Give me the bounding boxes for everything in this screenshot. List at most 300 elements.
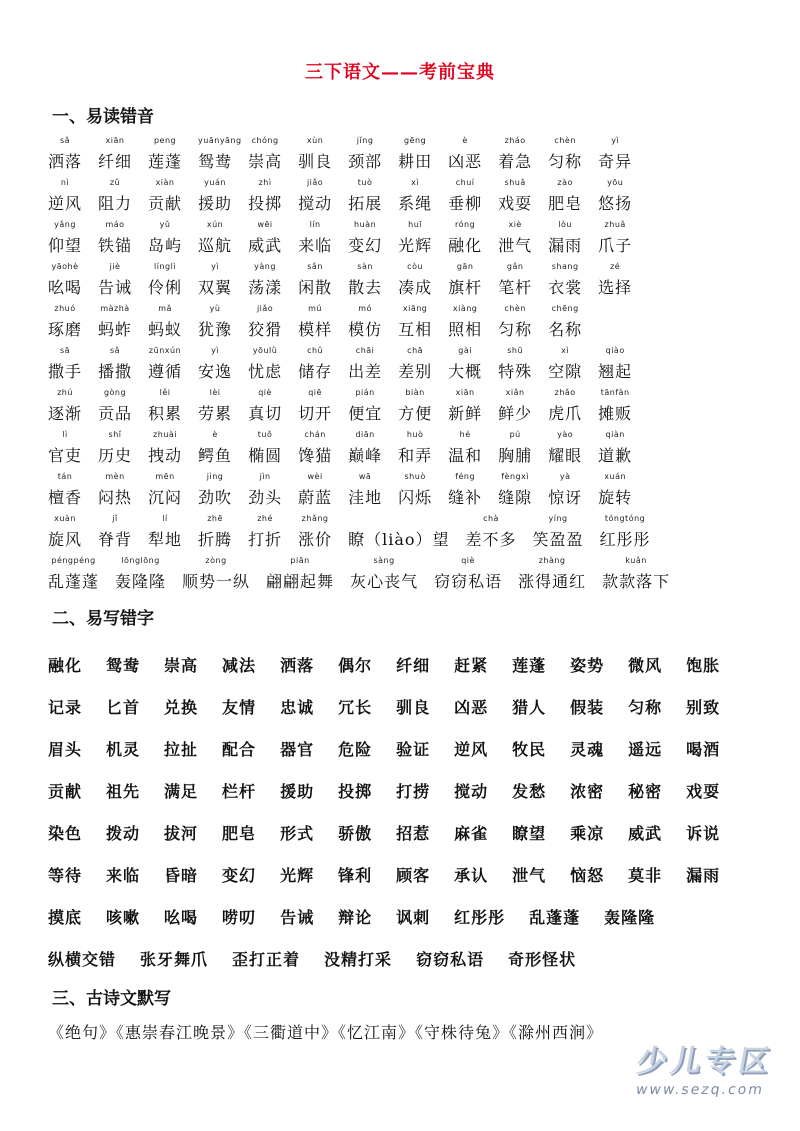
writing-word: 变幻 (222, 865, 257, 885)
writing-word: 轰隆隆 (604, 907, 656, 927)
writing-word: 威武 (628, 823, 663, 843)
pronunciation-item (398, 178, 432, 220)
pinyin-annotation: yuānyāng (198, 136, 242, 145)
pinyin-annotation: zhì (258, 178, 272, 187)
pinyin-annotation: è (212, 430, 218, 439)
pronunciation-item (48, 556, 99, 598)
writing-word: 莫非 (628, 865, 663, 885)
pinyin-annotation: zháo (504, 136, 526, 145)
pinyin-annotation: jiǎo (306, 178, 324, 187)
pronunciation-item (98, 514, 132, 556)
writing-word: 崇高 (164, 655, 199, 675)
pinyin-annotation: mú (308, 304, 323, 313)
word-text: 缝隙 (498, 488, 533, 507)
pronunciation-item (598, 178, 632, 220)
pronunciation-item (448, 136, 482, 178)
pinyin-annotation: lì (62, 430, 68, 439)
pinyin-annotation: gòng (103, 388, 127, 397)
writing-word: 光辉 (280, 865, 315, 885)
word-text: 差别 (398, 362, 433, 381)
writing-word: 奇形怪状 (508, 949, 577, 969)
pinyin-annotation: sǎn (307, 262, 323, 271)
pronunciation-item (398, 430, 432, 472)
pronunciation-item (148, 262, 182, 304)
word-text: 仰望 (48, 236, 83, 255)
pronunciation-item (48, 220, 82, 262)
writing-word: 锋利 (338, 865, 373, 885)
pinyin-annotation: huàn (354, 220, 377, 229)
pinyin-annotation: tán (57, 472, 73, 481)
pronunciation-item (498, 388, 532, 430)
pinyin-annotation: tuǒ (257, 430, 273, 439)
pronunciation-item (98, 346, 132, 388)
word-text: 款款落下 (602, 572, 671, 591)
word-text: 蔚蓝 (298, 488, 333, 507)
pinyin-annotation: chuí (455, 178, 475, 187)
writing-word: 栏杆 (222, 781, 257, 801)
pronunciation-item (148, 346, 182, 388)
pinyin-annotation: zòng (205, 556, 227, 565)
pronunciation-item (98, 304, 132, 346)
pronunciation-item (448, 388, 482, 430)
writing-word: 漏雨 (686, 865, 721, 885)
pronunciation-item (298, 388, 332, 430)
writing-row (48, 643, 778, 685)
pinyin-annotation: xì (411, 178, 420, 187)
writing-word: 唠叨 (222, 907, 257, 927)
pinyin-annotation: huī (408, 220, 423, 229)
word-text: 告诫 (98, 278, 133, 297)
word-text: 劲头 (248, 488, 283, 507)
writing-word: 摸底 (48, 907, 83, 927)
pinyin-annotation: yíng (548, 514, 568, 523)
word-text: 巡航 (198, 236, 233, 255)
word-text: 窃窃私语 (434, 572, 503, 591)
word-text: 蚂蚁 (148, 320, 183, 339)
pronunciation-item (298, 472, 332, 514)
pronunciation-item (548, 304, 582, 346)
pronunciation-item (266, 556, 334, 598)
pinyin-annotation: zhuài (153, 430, 178, 439)
word-text: 和弄 (398, 446, 433, 465)
writing-word: 肥皂 (222, 823, 257, 843)
writing-word-list (48, 643, 778, 979)
writing-word: 牧民 (512, 739, 547, 759)
pronunciation-item (198, 472, 232, 514)
word-text: 惊讶 (548, 488, 583, 507)
writing-word: 匕首 (106, 697, 141, 717)
pronunciation-item (498, 262, 532, 304)
word-text: 搅动 (298, 194, 333, 213)
word-text: 旗杆 (448, 278, 483, 297)
writing-word: 冗长 (338, 697, 373, 717)
word-text: 安逸 (198, 362, 233, 381)
pinyin-annotation: tānfàn (600, 388, 630, 397)
pronunciation-row (48, 178, 778, 220)
pronunciation-row (48, 220, 778, 262)
pronunciation-item (348, 430, 382, 472)
word-text: 馋猫 (298, 446, 333, 465)
word-text: 岛屿 (148, 236, 183, 255)
word-text: 爪子 (598, 236, 633, 255)
pinyin-annotation: péngpéng (51, 556, 96, 565)
writing-word: 形式 (280, 823, 315, 843)
pronunciation-item (98, 262, 132, 304)
pronunciation-item (198, 136, 242, 178)
writing-word: 拨动 (106, 823, 141, 843)
word-text: 模仿 (348, 320, 383, 339)
pronunciation-item (448, 262, 482, 304)
pinyin-annotation: yì (611, 136, 620, 145)
word-text: 拓展 (348, 194, 383, 213)
pronunciation-item (248, 262, 282, 304)
poem-list: 《绝句》《惠崇春江晚景》《三衢道中》《忆江南》《守株待兔》《滁州西涧》 (48, 1023, 604, 1042)
pinyin-annotation: yǔ (159, 220, 171, 229)
pinyin-annotation: qiē (308, 388, 322, 397)
pinyin-annotation: chèn (554, 136, 576, 145)
pronunciation-item (598, 220, 632, 262)
pinyin-annotation: zūnxún (148, 346, 182, 355)
pinyin-annotation: pián (355, 388, 375, 397)
pronunciation-item (248, 430, 282, 472)
pinyin-annotation: yōu (607, 178, 624, 187)
word-text: 颈部 (348, 152, 383, 171)
pronunciation-item (198, 220, 232, 262)
writing-word: 戏耍 (686, 781, 721, 801)
pinyin-annotation: mó (358, 304, 372, 313)
word-text: 劳累 (198, 404, 233, 423)
pinyin-annotation: zhǎng (301, 514, 329, 523)
word-text: 瞭（liào）望 (348, 530, 450, 549)
pinyin-annotation: yuán (204, 178, 226, 187)
pronunciation-item (48, 514, 82, 556)
word-text: 切开 (298, 404, 333, 423)
word-text: 吆喝 (48, 278, 83, 297)
word-text: 历史 (98, 446, 133, 465)
pinyin-annotation: chā (407, 346, 424, 355)
pronunciation-row (48, 388, 778, 430)
pinyin-annotation: sàng (373, 556, 395, 565)
word-text: 散去 (348, 278, 383, 297)
word-text: 官吏 (48, 446, 83, 465)
writing-word: 逆风 (454, 739, 489, 759)
pinyin-annotation: sǎ (109, 346, 121, 355)
word-text: 翘起 (598, 362, 633, 381)
word-text: 崇高 (248, 152, 283, 171)
pinyin-annotation: jìng (206, 472, 224, 481)
pinyin-annotation: fèngxì (501, 472, 530, 481)
pinyin-annotation: zé (610, 262, 621, 271)
watermark-url: www.sezq.com (634, 1082, 766, 1098)
pronunciation-item (48, 178, 82, 220)
word-text: 空隙 (548, 362, 583, 381)
pronunciation-item (298, 262, 332, 304)
pinyin-annotation: lěi (159, 388, 171, 397)
writing-row (48, 769, 778, 811)
pinyin-annotation: chēng (551, 304, 579, 313)
pronunciation-item (548, 136, 582, 178)
writing-word: 咳嗽 (106, 907, 141, 927)
pronunciation-item (498, 430, 532, 472)
word-text: 来临 (298, 236, 333, 255)
pinyin-annotation: lèi (209, 388, 221, 397)
pronunciation-item (98, 178, 132, 220)
pinyin-annotation: peng (153, 136, 177, 145)
word-text: 光辉 (398, 236, 433, 255)
pinyin-annotation: shū (507, 346, 524, 355)
pronunciation-item (498, 346, 532, 388)
word-text: 椭圆 (248, 446, 283, 465)
word-text: 凶恶 (448, 152, 483, 171)
pronunciation-item (248, 136, 282, 178)
word-text: 灰心丧气 (350, 572, 419, 591)
writing-word: 浓密 (570, 781, 605, 801)
word-text: 照相 (448, 320, 483, 339)
pronunciation-item (498, 304, 532, 346)
pronunciation-item (148, 304, 182, 346)
word-text: 积累 (148, 404, 183, 423)
pinyin-annotation: róng (455, 220, 476, 229)
pronunciation-item (48, 472, 82, 514)
pronunciation-row (48, 262, 778, 304)
word-text: 顺势一纵 (182, 572, 251, 591)
pinyin-annotation: gài (458, 346, 472, 355)
pronunciation-item (598, 346, 632, 388)
pronunciation-row (48, 304, 778, 346)
word-text: 撒手 (48, 362, 83, 381)
writing-word: 忠诚 (280, 697, 315, 717)
writing-word: 红彤彤 (454, 907, 506, 927)
pinyin-annotation: zào (557, 178, 573, 187)
pronunciation-row (48, 430, 778, 472)
pronunciation-item (248, 472, 282, 514)
pinyin-annotation: lín (309, 220, 321, 229)
writing-word: 危险 (338, 739, 373, 759)
pronunciation-row (48, 472, 778, 514)
pinyin-annotation: è (462, 136, 468, 145)
pronunciation-item (248, 388, 282, 430)
pinyin-annotation: jìn (259, 472, 271, 481)
word-text: 涨价 (298, 530, 333, 549)
pinyin-annotation: zhǎo (554, 388, 576, 397)
writing-word: 机灵 (106, 739, 141, 759)
writing-word: 投掷 (338, 781, 373, 801)
writing-word: 遥远 (628, 739, 663, 759)
pronunciation-item (448, 178, 482, 220)
pinyin-annotation: jǐ (112, 514, 118, 523)
pronunciation-item (198, 178, 232, 220)
pinyin-annotation: yà (559, 472, 571, 481)
writing-word: 拉扯 (164, 739, 199, 759)
pronunciation-item (148, 514, 182, 556)
pinyin-annotation: línglì (154, 262, 177, 271)
pronunciation-item (348, 178, 382, 220)
word-text: 遵循 (148, 362, 183, 381)
pronunciation-item (548, 430, 582, 472)
section-heading-pronunciation: 一、易读错音 (52, 107, 154, 127)
pronunciation-item (48, 262, 82, 304)
word-text: 真切 (248, 404, 283, 423)
word-text: 虎爪 (548, 404, 583, 423)
writing-word: 驯良 (396, 697, 431, 717)
writing-word: 别致 (686, 697, 721, 717)
word-text: 援助 (198, 194, 233, 213)
pronunciation-item (598, 262, 632, 304)
writing-word: 搅动 (454, 781, 489, 801)
pronunciation-item (548, 388, 582, 430)
word-text: 红彤彤 (599, 530, 651, 549)
writing-word: 友情 (222, 697, 257, 717)
pinyin-annotation: pú (509, 430, 521, 439)
pinyin-annotation: mèn (105, 472, 125, 481)
pronunciation-item (148, 388, 182, 430)
writing-word: 饱胀 (686, 655, 721, 675)
writing-word: 吆喝 (164, 907, 199, 927)
pronunciation-item (498, 178, 532, 220)
pronunciation-item (348, 346, 382, 388)
word-text: 温和 (448, 446, 483, 465)
word-text: 劲吹 (198, 488, 233, 507)
pronunciation-item (348, 262, 382, 304)
word-text: 狡猾 (248, 320, 283, 339)
pronunciation-row (48, 556, 778, 598)
writing-word: 招惹 (396, 823, 431, 843)
word-text: 驯良 (298, 152, 333, 171)
pronunciation-item (398, 220, 432, 262)
pinyin-annotation: yù (209, 304, 221, 313)
pronunciation-item (148, 430, 182, 472)
writing-word: 匀称 (628, 697, 663, 717)
writing-word: 祖先 (106, 781, 141, 801)
pronunciation-item (48, 388, 82, 430)
pinyin-annotation: zhuó (54, 304, 76, 313)
writing-word: 喝酒 (686, 739, 721, 759)
pinyin-annotation: màzhà (100, 304, 130, 313)
word-text: 肥皂 (548, 194, 583, 213)
writing-row (48, 685, 778, 727)
pronunciation-item (548, 178, 582, 220)
pronunciation-item (448, 346, 482, 388)
writing-word: 告诫 (280, 907, 315, 927)
pinyin-annotation: shuǎ (504, 178, 526, 187)
pinyin-annotation: qiè (461, 556, 475, 565)
pronunciation-item (198, 262, 232, 304)
pronunciation-item (48, 136, 82, 178)
pinyin-annotation: zhú (57, 388, 73, 397)
word-text: 逆风 (48, 194, 83, 213)
pronunciation-item (548, 472, 582, 514)
word-text: 凑成 (398, 278, 433, 297)
pronunciation-item (348, 388, 382, 430)
pinyin-annotation: xiāng (402, 304, 428, 313)
pronunciation-item (434, 556, 502, 598)
writing-word: 窃窃私语 (416, 949, 485, 969)
pronunciation-item (148, 220, 182, 262)
word-text: 投掷 (248, 194, 283, 213)
pinyin-annotation: féng (455, 472, 476, 481)
pronunciation-item (348, 472, 382, 514)
pinyin-annotation: sàn (357, 262, 373, 271)
word-text: 旋风 (48, 530, 83, 549)
writing-word: 眉头 (48, 739, 83, 759)
word-text: 漏雨 (548, 236, 583, 255)
pinyin-annotation: lòu (558, 220, 572, 229)
writing-word: 张牙舞爪 (140, 949, 209, 969)
pronunciation-item (350, 556, 418, 598)
pinyin-annotation: shang (551, 262, 579, 271)
pronunciation-item (248, 304, 282, 346)
writing-word: 配合 (222, 739, 257, 759)
pinyin-annotation: sǎ (59, 136, 71, 145)
writing-word: 凶恶 (454, 697, 489, 717)
pinyin-annotation: gǎn (506, 262, 524, 271)
writing-word: 恼怒 (570, 865, 605, 885)
writing-word: 诉说 (686, 823, 721, 843)
pronunciation-item (248, 178, 282, 220)
pronunciation-item (348, 220, 382, 262)
word-text: 荡漾 (248, 278, 283, 297)
pinyin-annotation: xiàng (452, 304, 478, 313)
writing-row (48, 937, 778, 979)
writing-word: 麻雀 (454, 823, 489, 843)
pronunciation-item (248, 514, 282, 556)
pronunciation-item (548, 262, 582, 304)
word-text: 方便 (398, 404, 433, 423)
pronunciation-item (448, 472, 482, 514)
pronunciation-item (98, 472, 132, 514)
pinyin-annotation: xiān (105, 136, 125, 145)
pinyin-annotation: biàn (405, 388, 425, 397)
writing-row (48, 811, 778, 853)
pinyin-annotation: wā (358, 472, 372, 481)
pronunciation-item (598, 136, 632, 178)
pronunciation-item (298, 178, 332, 220)
word-text: 洼地 (348, 488, 383, 507)
word-text: 闷热 (98, 488, 133, 507)
pinyin-annotation: xiǎn (505, 388, 525, 397)
pronunciation-item (298, 514, 332, 556)
word-text: 储存 (298, 362, 333, 381)
pinyin-annotation: qiè (258, 388, 272, 397)
pinyin-annotation: zhé (257, 514, 273, 523)
pinyin-annotation: gān (456, 262, 474, 271)
pronunciation-item (448, 304, 482, 346)
pronunciation-item (448, 430, 482, 472)
writing-word: 莲蓬 (512, 655, 547, 675)
pinyin-annotation: xún (206, 220, 224, 229)
word-text: 笔杆 (498, 278, 533, 297)
pinyin-annotation: shuò (404, 472, 426, 481)
pronunciation-item (598, 430, 632, 472)
word-text: 差不多 (465, 530, 517, 549)
pronunciation-item (398, 472, 432, 514)
pinyin-annotation: xuán (604, 472, 627, 481)
word-text: 道歉 (598, 446, 633, 465)
pronunciation-item (148, 178, 182, 220)
word-text: 匀称 (548, 152, 583, 171)
word-text: 逐渐 (48, 404, 83, 423)
word-text: 选择 (598, 278, 633, 297)
writing-word: 昏暗 (164, 865, 199, 885)
pinyin-annotation: yào (557, 430, 574, 439)
word-text: 泄气 (498, 236, 533, 255)
writing-word: 纵横交错 (48, 949, 117, 969)
word-text: 洒落 (48, 152, 83, 171)
word-text: 系绳 (398, 194, 433, 213)
word-text: 便宜 (348, 404, 383, 423)
pronunciation-item (348, 304, 382, 346)
pinyin-annotation: mǎ (158, 304, 172, 313)
